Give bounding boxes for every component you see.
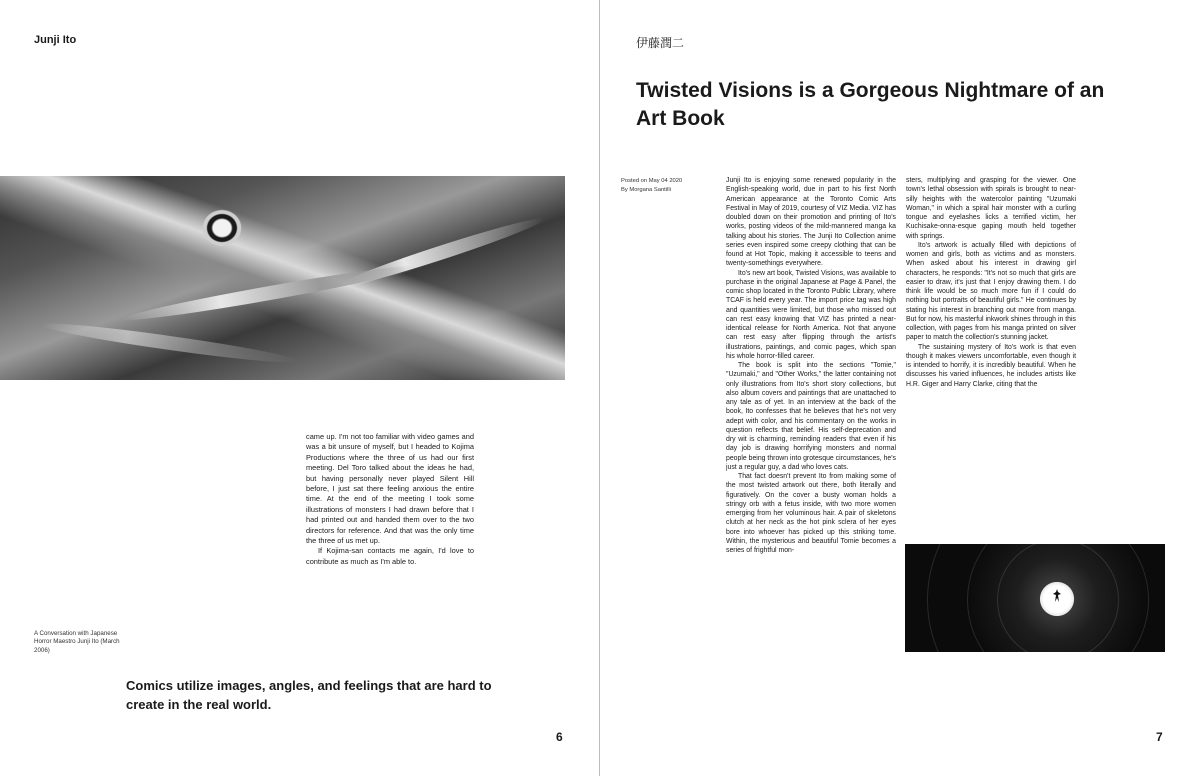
left-body-text [306, 432, 474, 567]
page-number-right: 7 [1156, 730, 1163, 744]
body-paragraph: The book is split into the sections "Tomie," "Uzumaki," and "Other Works," the latter containing not only illustrations from Ito's short story collections, but also album covers and paintings that are unattached to any tale as of yet. In an interview at the back of the book, Ito confesses that he believes that he's not very adept with color, and his commentary on the works in question reflects that belief. His self-deprecation and dry wit is charming, reminding readers that even if his day job is drawing horrifying monsters and normal people being thrown into grotesque circumstances, he's just a regular guy, a dad who loves cats. [726, 362, 896, 471]
right-page [600, 0, 1200, 776]
body-paragraph: That fact doesn't prevent Ito from making some of the most twisted artwork out there, both literally and figuratively. On the cover a busty woman holds a stringy orb with a fetus inside, with two more women emerging from her voluminous hair. A pair of skeletons clutch at her neck as the hot pink sclera of her eyes bore into whoever has picked up this striking tome. Within, the mysterious and beautiful Tomie becomes a series of frightful mon- [726, 473, 896, 554]
fish-photo [0, 176, 565, 380]
left-page [0, 0, 599, 776]
article-column-1 [726, 176, 896, 555]
body-paragraph: came up. I'm not too familiar with video games and was a bit unsure of myself, but I headed to Kojima Productions where the three of us had our first meeting. Del Toro talked about the ideas he had, but having personally never played Silent Hill before, I just sat there feeling anxious the entire time. At the end of the meeting I took some illustrations of monsters I had drawn before that I had printed out and handed them over to the two directors for reference. And that was the only time the three of us met up. [306, 432, 474, 546]
article-title: Twisted Visions is a Gorgeous Nightmare of an Art Book [636, 79, 1105, 130]
tunnel-photo [905, 544, 1165, 652]
author: By Morgana Santilli [621, 186, 671, 193]
source-note: A Conversation with Japanese Horror Maestro Junji Ito (March 2006) [34, 630, 120, 654]
pull-quote: Comics utilize images, angles, and feelings that are hard to create in the real world. [126, 678, 492, 712]
body-paragraph: The sustaining mystery of Ito's work is that even though it makes viewers uncomfortable, even though it is intended to horrify, it is incredibly beautiful. When he discusses his varied influences, he includes artists like H.R. Giger and Harry Clarke, citing that the [906, 343, 1076, 388]
posted-date: Posted on May 04 2020 [621, 178, 683, 184]
running-head-left: Junji Ito [34, 34, 77, 46]
page-number-left: 6 [556, 730, 563, 744]
body-paragraph: Ito's new art book, Twisted Visions, was available to purchase in the original Japanese at Page & Panel, the comic shop located in the Toronto Public Library, where TCAF is held every year. The import price tag was high and quantities were limited, but those who missed out can rest easy knowing that VIZ has printed a near-identical release for North America. Not that anyone can rest easy after flipping through the artist's illustrations, paintings, and comic pages, which span his whole horror-filled career. [726, 269, 896, 360]
byline [621, 177, 721, 194]
body-paragraph: If Kojima-san contacts me again, I'd love to contribute as much as I'm able to. [306, 546, 474, 566]
article-column-2 [906, 176, 1076, 389]
body-paragraph: Ito's artwork is actually filled with depictions of women and girls, both as victims and as monsters. When asked about his interest in drawing girl characters, he responds: "It's not so much that girls are easier to draw, it's just that I enjoy drawing them. I do think life would be so much more fun if I could do nothing but portraits of beautiful girls." He continues by stating his interest in branching out more from manga. But for now, his masterful inkwork shines through in this collection, with pages from his manga printed on silver paper to match the collection's stunning jacket. [906, 241, 1076, 342]
body-paragraph: Junji Ito is enjoying some renewed popularity in the English-speaking world, due in part to his first North American appearance at the Toronto Comic Arts Festival in May of 2019, courtesy of VIZ Media. VIZ has doubled down on their promotion and printing of Ito's works, posting videos of the mild-mannered manga ka talking about his stories. The Junji Ito Collection anime series even inspired some creepy clothing that can be found at Hot Topic, making it accessible to teens and twenty-somethings everywhere. [726, 177, 896, 268]
silhouette-figure [1052, 589, 1062, 603]
running-head-right: 伊藤潤二 [636, 36, 685, 50]
body-paragraph: sters, multiplying and grasping for the viewer. One town's lethal obsession with spirals is brought to near-silly heights with the watercolor painting "Uzumaki Woman," in which a spiral hair monster with a curling tongue and eyelashes licks a terrified victim, her Kuchisake-onna-esque gaping mouth held together with springs. [906, 177, 1076, 240]
